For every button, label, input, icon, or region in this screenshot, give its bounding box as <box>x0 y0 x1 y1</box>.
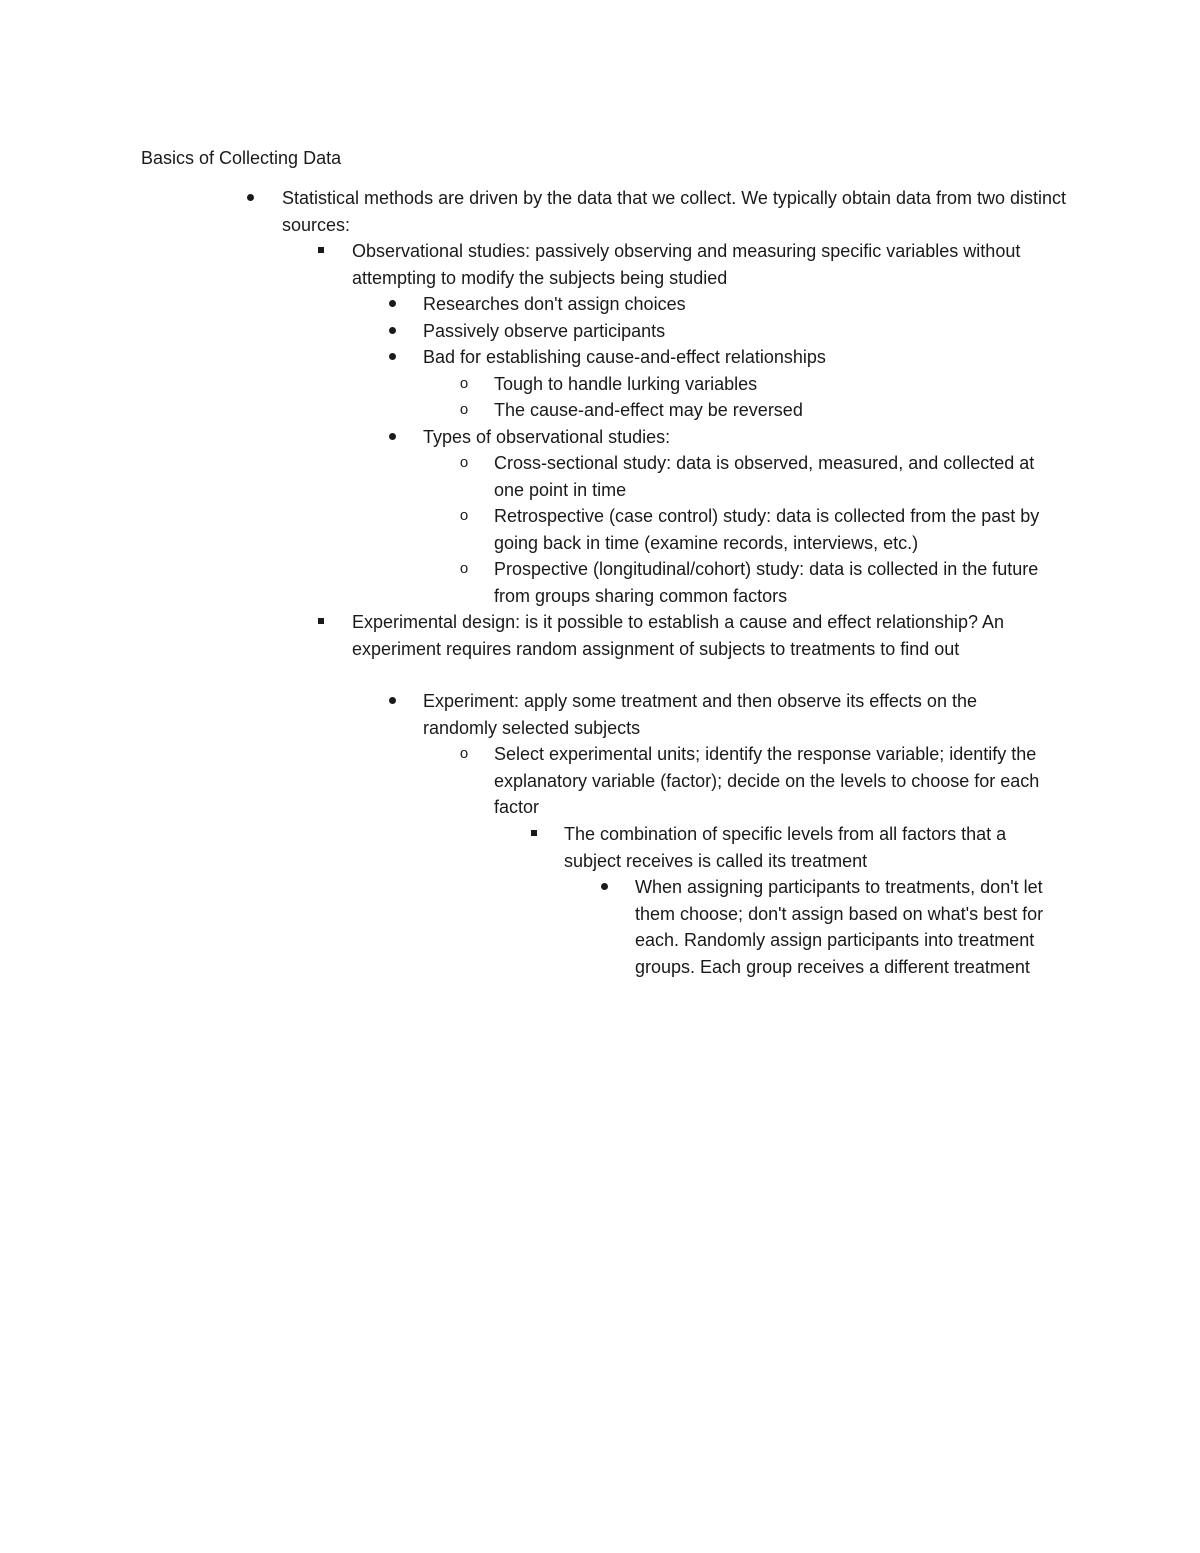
bullet-disc-icon <box>384 318 400 345</box>
list-item: Tough to handle lurking variables <box>494 374 758 394</box>
bullet-disc-icon <box>596 874 612 901</box>
bullet-circle-icon: o <box>459 401 469 418</box>
document-title: Basics of Collecting Data <box>141 148 342 168</box>
bullet-disc-icon <box>384 344 400 371</box>
bullet-circle-icon: o <box>459 454 469 471</box>
list-item: The combination of specific levels from all factors that a subject receives is called its treatment <box>564 824 1007 871</box>
list-item: Passively observe participants <box>423 321 666 341</box>
list-item: Retrospective (case control) study: data is collected from the past by going back in time (examine records, interviews, etc.) <box>494 506 1040 553</box>
list-item: The cause-and-effect may be reversed <box>494 400 803 420</box>
list-item: Prospective (longitudinal/cohort) study: data is collected in the future from groups sharing common factors <box>494 559 1039 606</box>
list-item: Researches don't assign choices <box>423 294 686 314</box>
list-item: Experiment: apply some treatment and then observe its effects on the randomly selected subjects <box>423 691 977 738</box>
bullet-square-icon <box>313 609 329 636</box>
list-item: Observational studies: passively observing and measuring specific variables without attempting to modify the subjects being studied <box>352 241 1021 288</box>
list-item: Experimental design: is it possible to establish a cause and effect relationship? An experiment requires random assignment of subjects to treatments to find out <box>352 612 1005 659</box>
list-item: Types of observational studies: <box>423 427 671 447</box>
bullet-circle-icon: o <box>459 560 469 577</box>
bullet-disc-icon <box>242 185 258 212</box>
bullet-circle-icon: o <box>459 745 469 762</box>
bullet-circle-icon: o <box>459 507 469 524</box>
bullet-circle-icon: o <box>459 375 469 392</box>
bullet-square-icon <box>313 238 329 265</box>
list-item: When assigning participants to treatments, don't let them choose; don't assign based on what's best for each. Randomly assign participants into treatment groups. Each group receives a different treatment <box>635 877 1044 977</box>
bullet-disc-icon <box>384 424 400 451</box>
list-item: Cross-sectional study: data is observed, measured, and collected at one point in time <box>494 453 1035 500</box>
list-item: Select experimental units; identify the response variable; identify the explanatory variable (factor); decide on the levels to choose for each factor <box>494 744 1040 817</box>
list-item: Statistical methods are driven by the data that we collect. We typically obtain data from two distinct sources: <box>282 188 1067 235</box>
bullet-disc-icon <box>384 688 400 715</box>
list-item: Bad for establishing cause-and-effect relationships <box>423 347 826 367</box>
bullet-disc-icon <box>384 291 400 318</box>
bullet-square-icon <box>526 821 542 848</box>
